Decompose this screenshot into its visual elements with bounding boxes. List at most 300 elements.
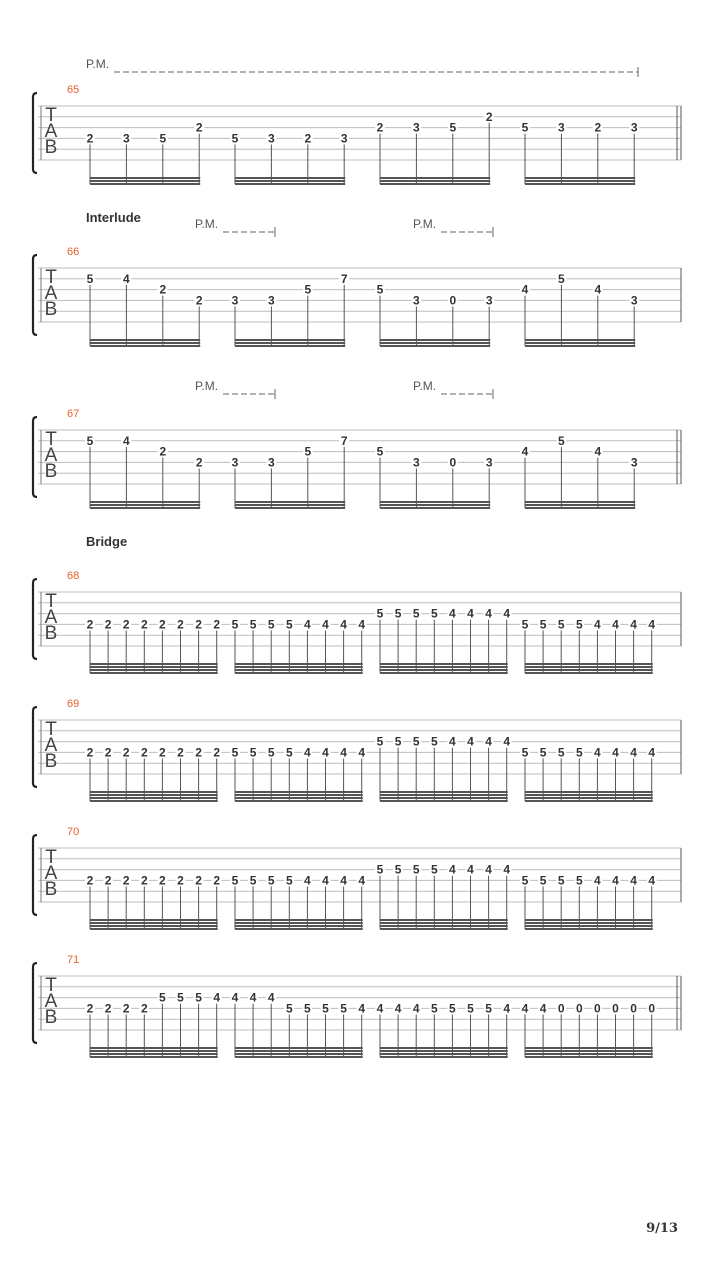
system-69-tab-clef: A (44, 735, 58, 756)
system-68-fret-number: 4 (467, 606, 474, 621)
system-69-fret-number: 5 (231, 745, 239, 760)
system-71-fret-number: 2 (104, 1001, 112, 1016)
system-71-fret-number: 4 (503, 1001, 511, 1016)
system-68-fret-number: 5 (267, 617, 275, 632)
system-67-beam (380, 504, 490, 506)
system-67-palm-mute-label: P.M. (413, 379, 437, 393)
system-70-fret-number: 5 (267, 873, 275, 888)
system-69-fret-number: 2 (195, 745, 202, 760)
system-71-beam (235, 1050, 363, 1052)
system-71-fret-number: 4 (213, 990, 221, 1005)
system-67-fret-number: 3 (413, 455, 420, 470)
system-71-fret-number: 2 (86, 1001, 94, 1016)
system-71-beam (380, 1056, 508, 1058)
system-70-fret-number: 5 (539, 873, 547, 888)
system-69-fret-number: 4 (340, 745, 347, 760)
system-69-beam (90, 797, 218, 799)
system-71-fret-number: 4 (249, 990, 257, 1005)
system-65-fret-number: 2 (304, 131, 312, 146)
system-69-bracket (33, 707, 37, 787)
system-70-fret-number: 4 (630, 873, 637, 888)
system-71-beam (90, 1056, 218, 1058)
system-68-fret-number: 4 (358, 617, 366, 632)
system-70-fret-number: 4 (612, 873, 619, 888)
system-67-fret-number: 7 (340, 433, 348, 448)
system-68-fret-number: 4 (485, 606, 492, 621)
system-69-beam (525, 791, 653, 793)
system-70-beam (90, 925, 218, 927)
system-71-fret-number: 5 (195, 990, 202, 1005)
system-65-palm-mute-label: P.M. (86, 57, 110, 71)
system-66-beam (525, 342, 635, 344)
system-71-beam (525, 1047, 653, 1049)
system-68-fret-number: 2 (122, 617, 130, 632)
system-68-beam (380, 663, 508, 665)
system-65-beam (235, 177, 345, 179)
system-70-fret-number: 5 (376, 862, 384, 877)
system-67-beam (380, 501, 490, 503)
system-71-tab-clef: A (44, 991, 58, 1012)
system-67-fret-number: 5 (304, 444, 312, 459)
system-68-tab-clef: A (44, 607, 58, 628)
system-69-beam (90, 800, 218, 802)
system-66-fret-number: 4 (123, 271, 130, 286)
system-66-tab-clef: A (44, 283, 58, 304)
system-69-fret-number: 2 (140, 745, 148, 760)
system-65-fret-number: 5 (159, 131, 167, 146)
system-69-tab-clef: T (45, 719, 57, 740)
system-70-fret-number: 5 (430, 862, 438, 877)
system-68-beam (525, 669, 653, 671)
system-70-fret-number: 5 (394, 862, 402, 877)
system-67-measure-number: 67 (67, 408, 80, 420)
system-65-fret-number: 2 (594, 120, 602, 135)
system-71-beam (380, 1047, 508, 1049)
system-68-beam (235, 669, 363, 671)
system-65-beam (90, 177, 200, 179)
system-67-beam (235, 501, 345, 503)
system-65-beam (525, 183, 635, 185)
page-number: 9/13 (646, 1221, 678, 1236)
system-71-fret-number: 5 (449, 1001, 456, 1016)
system-66-fret-number: 3 (630, 293, 638, 308)
system-69-fret-number: 2 (159, 745, 166, 760)
system-65-beam (525, 177, 635, 179)
system-69-beam (235, 791, 363, 793)
system-66-fret-number: 2 (159, 282, 167, 297)
system-69-fret-number: 5 (430, 734, 438, 749)
system-67-fret-number: 5 (86, 433, 94, 448)
system-69-fret-number: 2 (86, 745, 94, 760)
system-68-beam (235, 663, 363, 665)
system-68-beam (525, 663, 653, 665)
system-69-beam (235, 800, 363, 802)
system-70-fret-number: 2 (86, 873, 94, 888)
system-65-bracket (33, 93, 37, 173)
system-69-fret-number: 4 (648, 745, 656, 760)
system-68-fret-number: 2 (177, 617, 184, 632)
system-70-fret-number: 4 (304, 873, 311, 888)
system-70-tab-clef: B (44, 879, 58, 900)
system-66-beam (235, 342, 345, 344)
system-69-fret-number: 2 (177, 745, 184, 760)
system-68-fret-number: 4 (503, 606, 511, 621)
system-68-beam (525, 672, 653, 674)
system-68-beam (90, 669, 218, 671)
system-68-fret-number: 4 (630, 617, 637, 632)
system-68-fret-number: 4 (612, 617, 619, 632)
system-67-beam (525, 504, 635, 506)
system-69-beam (525, 800, 653, 802)
system-70-fret-number: 4 (648, 873, 656, 888)
system-69-beam (525, 794, 653, 796)
system-71-fret-number: 0 (594, 1001, 601, 1016)
system-71-fret-number: 4 (231, 990, 239, 1005)
system-65-fret-number: 2 (376, 120, 384, 135)
system-71-fret-number: 5 (177, 990, 184, 1005)
system-69-beam (235, 794, 363, 796)
system-65-fret-number: 5 (449, 120, 457, 135)
system-68-fret-number: 2 (213, 617, 221, 632)
system-67-fret-number: 2 (159, 444, 167, 459)
system-68-fret-number: 5 (376, 606, 384, 621)
system-70-beam (235, 922, 363, 924)
system-67-fret-number: 4 (521, 444, 529, 459)
system-65-tab-clef: A (44, 121, 58, 142)
system-70-beam (380, 928, 508, 930)
system-70-fret-number: 2 (159, 873, 166, 888)
system-67-fret-number: 2 (195, 455, 203, 470)
system-70-tab-clef: A (44, 863, 58, 884)
system-66-fret-number: 4 (594, 282, 602, 297)
system-69-beam (235, 797, 363, 799)
system-69-fret-number: 4 (594, 745, 601, 760)
system-67-beam (235, 507, 345, 509)
system-66-fret-number: 5 (86, 271, 94, 286)
system-68-beam (235, 666, 363, 668)
system-71-fret-number: 0 (612, 1001, 619, 1016)
system-66-measure-number: 66 (67, 246, 80, 258)
system-71-tab-clef: T (45, 975, 57, 996)
system-67-fret-number: 4 (123, 433, 130, 448)
system-69-fret-number: 4 (304, 745, 311, 760)
system-65-beam (525, 180, 635, 182)
system-70-fret-number: 4 (322, 873, 329, 888)
system-71-beam (235, 1053, 363, 1055)
system-69-beam (90, 794, 218, 796)
system-66-beam (525, 345, 635, 347)
system-69-fret-number: 4 (612, 745, 619, 760)
system-68-fret-number: 5 (412, 606, 420, 621)
system-71-fret-number: 5 (304, 1001, 311, 1016)
system-68-fret-number: 4 (449, 606, 456, 621)
system-68-fret-number: 4 (648, 617, 656, 632)
system-70-fret-number: 5 (412, 862, 420, 877)
system-71-fret-number: 4 (394, 1001, 402, 1016)
system-70-beam (525, 919, 653, 921)
system-67-beam (525, 507, 635, 509)
system-67-fret-number: 5 (376, 444, 384, 459)
system-71-fret-number: 0 (575, 1001, 583, 1016)
system-68-fret-number: 2 (104, 617, 112, 632)
system-71-beam (525, 1050, 653, 1052)
system-71-fret-number: 5 (430, 1001, 438, 1016)
system-68-fret-number: 4 (340, 617, 347, 632)
system-70-fret-number: 4 (467, 862, 474, 877)
system-67-tab-clef: B (44, 461, 58, 482)
system-69-fret-number: 4 (485, 734, 492, 749)
system-71-beam (235, 1047, 363, 1049)
system-68-beam (90, 663, 218, 665)
system-68-tab-clef: B (44, 623, 58, 644)
system-66-beam (380, 342, 490, 344)
system-71-fret-number: 2 (122, 1001, 130, 1016)
system-68-fret-number: 5 (231, 617, 239, 632)
system-66-fret-number: 0 (449, 293, 457, 308)
system-68-fret-number: 5 (249, 617, 257, 632)
system-71-beam (525, 1053, 653, 1055)
system-70-beam (235, 919, 363, 921)
system-69-beam (525, 797, 653, 799)
system-66-fret-number: 3 (231, 293, 239, 308)
system-71-fret-number: 5 (159, 990, 166, 1005)
system-65-beam (380, 177, 490, 179)
system-65-fret-number: 2 (195, 120, 203, 135)
system-71-fret-number: 4 (267, 990, 275, 1005)
system-71-tab-clef: B (44, 1007, 58, 1028)
system-70-beam (525, 922, 653, 924)
system-65-beam (90, 180, 200, 182)
system-69-fret-number: 5 (285, 745, 293, 760)
system-66-beam (380, 345, 490, 347)
system-69-fret-number: 5 (394, 734, 402, 749)
system-71-beam (90, 1047, 218, 1049)
system-70-fret-number: 2 (195, 873, 202, 888)
system-69-fret-number: 5 (539, 745, 547, 760)
system-65-fret-number: 3 (268, 131, 275, 146)
system-68-bracket (33, 579, 37, 659)
system-66-beam (90, 342, 200, 344)
system-71-beam (235, 1056, 363, 1058)
system-71-fret-number: 4 (376, 1001, 384, 1016)
system-68-fret-number: 5 (285, 617, 293, 632)
system-67-fret-number: 0 (449, 455, 457, 470)
system-68-fret-number: 5 (575, 617, 583, 632)
system-70-fret-number: 2 (122, 873, 130, 888)
system-69-fret-number: 5 (521, 745, 529, 760)
system-71-measure-number: 71 (67, 954, 80, 966)
system-69-fret-number: 5 (376, 734, 384, 749)
system-66-fret-number: 4 (521, 282, 529, 297)
system-69-beam (380, 794, 508, 796)
system-69-fret-number: 2 (104, 745, 112, 760)
system-71-fret-number: 2 (140, 1001, 148, 1016)
system-69-fret-number: 5 (412, 734, 420, 749)
system-68-fret-number: 4 (322, 617, 329, 632)
system-66-fret-number: 5 (304, 282, 312, 297)
system-65-beam (90, 183, 200, 185)
system-70-beam (90, 928, 218, 930)
system-67-fret-number: 3 (231, 455, 239, 470)
system-68-beam (90, 672, 218, 674)
system-71-fret-number: 0 (648, 1001, 656, 1016)
system-71-beam (380, 1050, 508, 1052)
system-65-fret-number: 3 (630, 120, 638, 135)
system-66-fret-number: 3 (413, 293, 420, 308)
system-69-tab-clef: B (44, 751, 58, 772)
system-68-beam (380, 672, 508, 674)
system-70-fret-number: 5 (521, 873, 529, 888)
system-66-beam (525, 339, 635, 341)
system-71-fret-number: 4 (539, 1001, 547, 1016)
system-70-bracket (33, 835, 37, 915)
system-70-beam (380, 925, 508, 927)
system-66-fret-number: 3 (268, 293, 275, 308)
system-71-fret-number: 5 (467, 1001, 474, 1016)
system-66-fret-number: 5 (376, 282, 384, 297)
system-66-tab-clef: T (45, 267, 57, 288)
system-71-fret-number: 4 (358, 1001, 366, 1016)
system-68-fret-number: 5 (539, 617, 547, 632)
system-71-fret-number: 5 (322, 1001, 329, 1016)
system-66-beam (235, 345, 345, 347)
system-68-measure-number: 68 (67, 570, 80, 582)
system-68-fret-number: 2 (140, 617, 148, 632)
system-67-fret-number: 3 (630, 455, 638, 470)
system-69-fret-number: 4 (503, 734, 511, 749)
system-65-measure-number: 65 (67, 84, 80, 96)
system-68-beam (380, 669, 508, 671)
system-67-beam (90, 501, 200, 503)
system-70-fret-number: 5 (557, 873, 565, 888)
system-71-beam (90, 1053, 218, 1055)
system-71-fret-number: 5 (285, 1001, 293, 1016)
system-71-beam (90, 1050, 218, 1052)
system-66-beam (235, 339, 345, 341)
system-67-fret-number: 3 (485, 455, 493, 470)
system-66-section-label: Interlude (86, 210, 141, 225)
system-68-fret-number: 5 (430, 606, 438, 621)
system-65-fret-number: 3 (413, 120, 420, 135)
system-69-fret-number: 5 (575, 745, 583, 760)
system-68-fret-number: 2 (86, 617, 94, 632)
system-67-beam (90, 507, 200, 509)
system-65-fret-number: 2 (485, 109, 493, 124)
system-66-palm-mute-label: P.M. (413, 217, 437, 231)
system-70-beam (235, 928, 363, 930)
system-69-fret-number: 2 (122, 745, 130, 760)
system-69-fret-number: 4 (630, 745, 637, 760)
system-68-fret-number: 5 (557, 617, 565, 632)
system-69-fret-number: 4 (449, 734, 456, 749)
system-70-beam (525, 928, 653, 930)
system-67-fret-number: 3 (268, 455, 275, 470)
system-70-fret-number: 5 (249, 873, 257, 888)
system-68-beam (380, 666, 508, 668)
system-65-fret-number: 3 (340, 131, 348, 146)
system-71-fret-number: 5 (340, 1001, 347, 1016)
system-67-palm-mute-label: P.M. (195, 379, 219, 393)
system-70-beam (235, 925, 363, 927)
system-67-beam (380, 507, 490, 509)
system-69-fret-number: 2 (213, 745, 221, 760)
system-68-fret-number: 2 (159, 617, 166, 632)
system-70-measure-number: 70 (67, 826, 80, 838)
system-70-tab-clef: T (45, 847, 57, 868)
system-66-fret-number: 3 (485, 293, 493, 308)
system-70-fret-number: 4 (449, 862, 456, 877)
system-65-fret-number: 5 (521, 120, 529, 135)
system-70-fret-number: 4 (594, 873, 601, 888)
system-69-fret-number: 4 (467, 734, 474, 749)
system-71-fret-number: 0 (557, 1001, 565, 1016)
system-70-beam (90, 919, 218, 921)
system-70-fret-number: 4 (485, 862, 492, 877)
system-70-fret-number: 2 (177, 873, 184, 888)
system-68-fret-number: 5 (394, 606, 402, 621)
system-68-fret-number: 4 (304, 617, 311, 632)
system-67-bracket (33, 417, 37, 497)
system-71-fret-number: 5 (485, 1001, 492, 1016)
system-67-beam (90, 504, 200, 506)
system-65-beam (380, 183, 490, 185)
system-65-beam (235, 180, 345, 182)
system-70-fret-number: 5 (575, 873, 583, 888)
system-69-fret-number: 5 (267, 745, 275, 760)
system-69-fret-number: 5 (249, 745, 257, 760)
system-66-beam (90, 339, 200, 341)
system-70-fret-number: 4 (358, 873, 366, 888)
system-68-fret-number: 2 (195, 617, 202, 632)
system-65-fret-number: 3 (123, 131, 130, 146)
system-67-tab-clef: T (45, 429, 57, 450)
system-66-tab-clef: B (44, 299, 58, 320)
system-67-fret-number: 5 (558, 433, 565, 448)
system-71-fret-number: 4 (521, 1001, 529, 1016)
system-68-beam (235, 672, 363, 674)
system-69-beam (380, 800, 508, 802)
system-69-beam (380, 797, 508, 799)
system-70-fret-number: 4 (340, 873, 347, 888)
system-66-palm-mute-label: P.M. (195, 217, 219, 231)
system-70-beam (525, 925, 653, 927)
system-65-beam (235, 183, 345, 185)
system-71-bracket (33, 963, 37, 1043)
system-65-fret-number: 5 (231, 131, 239, 146)
system-68-fret-number: 5 (521, 617, 529, 632)
system-69-fret-number: 4 (358, 745, 366, 760)
system-70-beam (380, 919, 508, 921)
system-66-bracket (33, 255, 37, 335)
system-66-beam (90, 345, 200, 347)
system-71-fret-number: 0 (630, 1001, 637, 1016)
system-65-tab-clef: T (45, 105, 57, 126)
system-68-tab-clef: T (45, 591, 57, 612)
system-65-fret-number: 2 (86, 131, 94, 146)
system-69-measure-number: 69 (67, 698, 80, 710)
system-67-tab-clef: A (44, 445, 58, 466)
system-67-beam (525, 501, 635, 503)
system-65-tab-clef: B (44, 137, 58, 158)
system-70-fret-number: 5 (231, 873, 239, 888)
system-69-fret-number: 5 (557, 745, 565, 760)
system-67-fret-number: 4 (594, 444, 602, 459)
system-69-beam (380, 791, 508, 793)
system-68-beam (90, 666, 218, 668)
system-71-beam (380, 1053, 508, 1055)
system-69-fret-number: 4 (322, 745, 329, 760)
system-68-beam (525, 666, 653, 668)
